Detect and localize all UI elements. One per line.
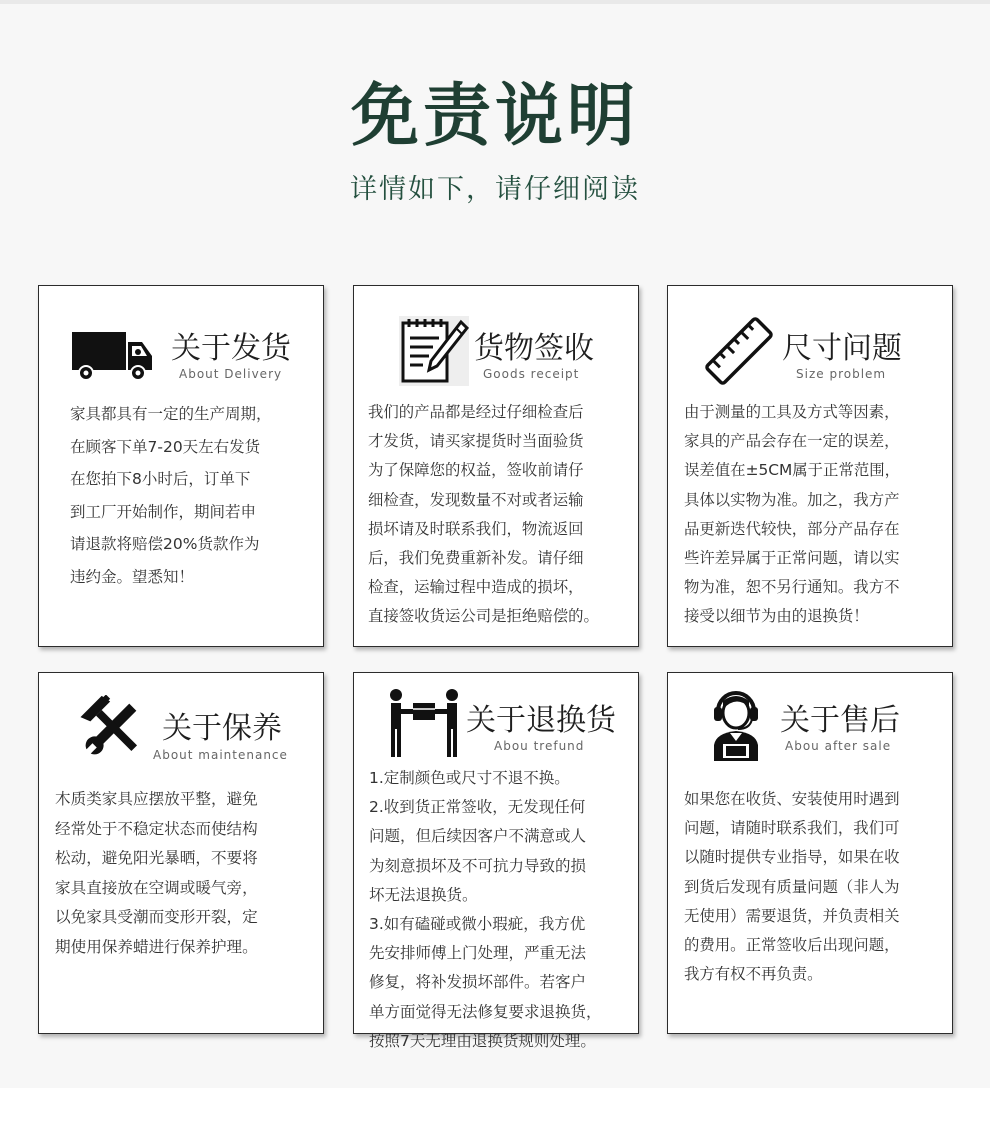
card-line: 按照7天无理由退换货规则处理。	[369, 1031, 596, 1050]
card-line: 在顾客下单7-20天左右发货	[70, 437, 261, 456]
card-line: 以随时提供专业指导，如果在收	[684, 848, 900, 867]
card-line: 误差值在±5CM属于正常范围，	[684, 461, 901, 480]
card-line: 损坏请及时联系我们，物流返回	[368, 519, 584, 538]
card-body	[684, 785, 950, 989]
card-line: 以免家具受潮而变形开裂，定	[55, 908, 258, 926]
card-line: 期使用保养蜡进行保养护理。	[55, 937, 258, 956]
card-line: 请退款将赔偿20%货款作为	[70, 535, 260, 553]
package-handover-icon	[386, 687, 462, 763]
card-subtitle: Abou trefund	[494, 739, 585, 753]
card-title: 货物签收	[474, 331, 594, 366]
page-subtitle: 详情如下，请仔细阅读	[350, 174, 640, 205]
card-line: 细检查，发现数量不对或者运输	[368, 490, 584, 509]
card-goods-receipt	[353, 285, 639, 647]
card-line: 家具的产品会存在一定的误差，	[684, 432, 900, 451]
card-line: 2.收到货正常签收，无发现任何	[369, 798, 586, 817]
card-line: 家具直接放在空调或暖气旁，	[55, 878, 258, 897]
card-body	[55, 785, 317, 962]
card-line: 的费用。正常签收后出现问题，	[684, 936, 900, 955]
card-title: 关于售后	[780, 703, 900, 738]
card-line: 些许差异属于正常问题，请以实	[684, 549, 900, 568]
card-line: 经常处于不稳定状态而使结构	[55, 819, 258, 838]
card-delivery	[38, 285, 324, 647]
card-line: 检查，运输过程中造成的损坏，	[368, 578, 584, 597]
card-line: 接受以细节为由的退换货！	[684, 607, 869, 626]
card-line: 在您拍下8小时后，订单下	[70, 470, 251, 488]
card-line: 松动，避免阳光暴晒，不要将	[55, 849, 258, 867]
delivery-truck-icon	[72, 330, 154, 386]
card-subtitle: About maintenance	[153, 748, 288, 762]
card-line: 违约金。望悉知！	[70, 567, 195, 586]
card-refund	[353, 672, 639, 1050]
card-title: 关于退换货	[466, 703, 616, 738]
card-line: 后，我们免费重新补发。请仔细	[368, 549, 584, 568]
card-line: 无使用）需要退货，并负责相关	[684, 906, 900, 925]
card-line: 品更新迭代较快，部分产品存在	[684, 519, 900, 538]
tools-wrench-hammer-icon	[79, 695, 147, 763]
card-line: 家具都具有一定的生产周期，	[70, 405, 272, 423]
notepad-pen-icon	[399, 316, 469, 390]
page-title: 免责说明	[350, 77, 639, 156]
card-title: 关于保养	[162, 711, 282, 746]
card-line: 物为准，恕不另行通知。我方不	[684, 578, 900, 597]
card-line: 3.如有磕碰或微小瑕疵，我方优	[369, 915, 586, 934]
card-after-sale	[667, 672, 953, 1034]
ruler-icon	[704, 316, 774, 390]
card-line: 由于测量的工具及方式等因素，	[684, 403, 900, 421]
card-subtitle: Goods receipt	[483, 367, 580, 381]
card-body	[368, 398, 636, 632]
card-line: 具体以实物为准。加之，我方产	[684, 490, 900, 509]
card-line: 坏无法退换货。	[369, 885, 478, 904]
card-line: 我们的产品都是经过仔细检查后	[368, 403, 584, 421]
card-line: 直接签收货运公司是拒绝赔偿的。	[368, 607, 599, 626]
card-line: 如果您在收货、安装使用时遇到	[684, 790, 900, 808]
card-subtitle: About Delivery	[179, 367, 283, 381]
card-line: 我方有权不再负责。	[684, 965, 823, 984]
card-body	[70, 398, 310, 593]
card-subtitle: Abou after sale	[785, 739, 892, 753]
card-size-problem	[667, 285, 953, 647]
card-line: 问题，请随时联系我们，我们可	[684, 819, 900, 838]
card-title: 尺寸问题	[782, 331, 902, 366]
card-line: 先安排师傅上门处理，严重无法	[369, 944, 587, 963]
card-line: 问题，但后续因客户不满意或人	[369, 827, 587, 846]
card-line: 为刻意损坏及不可抗力导致的损	[369, 856, 587, 875]
customer-service-agent-icon	[712, 687, 760, 765]
card-line: 到工厂开始制作，期间若申	[70, 502, 257, 521]
card-line: 为了保障您的权益，签收前请仔	[368, 461, 584, 480]
card-line: 木质类家具应摆放平整，避免	[55, 790, 258, 808]
card-line: 到货后发现有质量问题（非人为	[684, 877, 900, 896]
card-line: 1.定制颜色或尺寸不退不换。	[369, 769, 570, 787]
card-subtitle: Size problem	[796, 367, 887, 381]
card-maintenance	[38, 672, 324, 1034]
card-title: 关于发货	[171, 331, 291, 366]
card-line: 才发货，请买家提货时当面验货	[368, 432, 584, 451]
card-line: 修复，将补发损坏部件。若客户	[369, 973, 587, 992]
card-body	[684, 398, 950, 632]
card-line: 单方面觉得无法修复要求退换货，	[369, 1002, 602, 1021]
card-body	[369, 764, 637, 1056]
